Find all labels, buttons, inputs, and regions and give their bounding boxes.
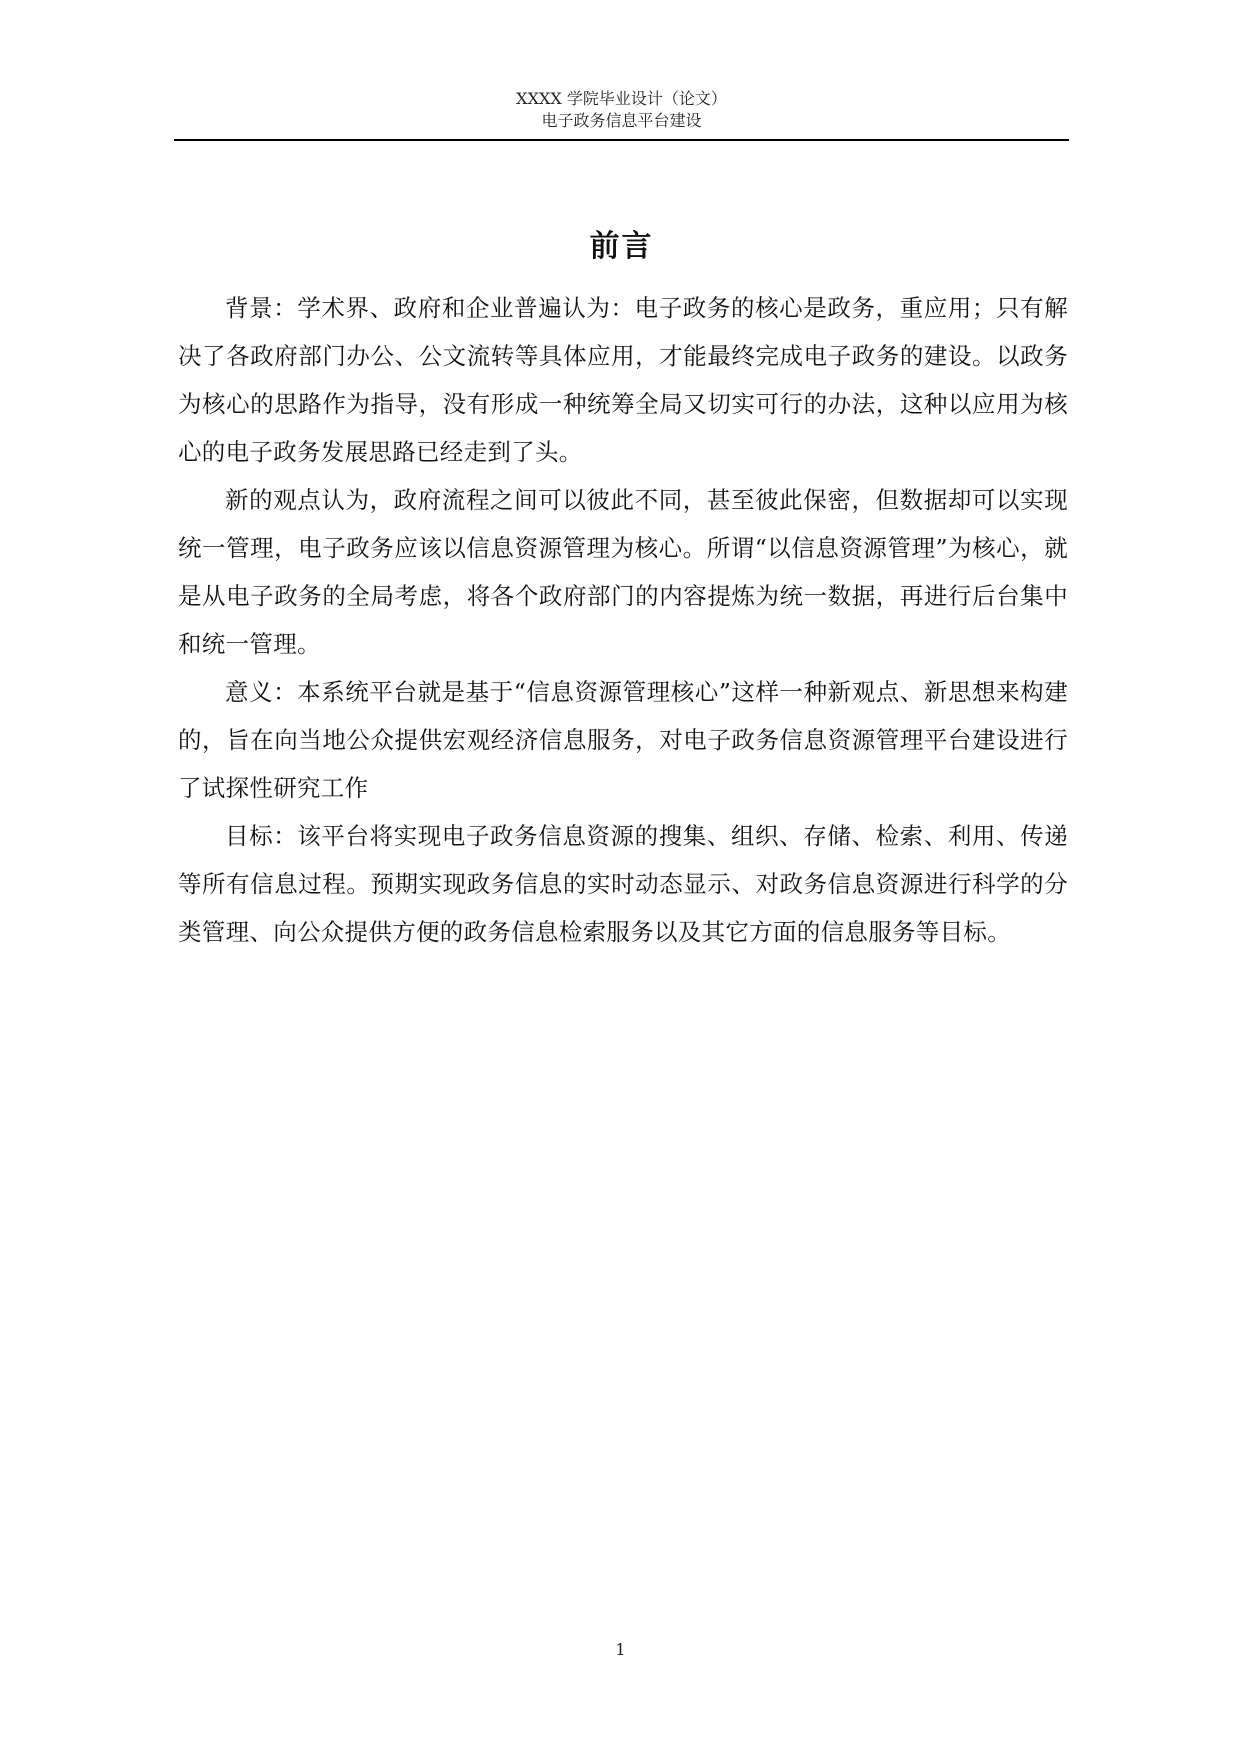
running-header <box>174 88 1069 132</box>
paragraph-background: 背景：学术界、政府和企业普遍认为：电子政务的核心是政务，重应用；只有解决了各政府部门办公、公文流转等具体应用，才能最终完成电子政务的建设。以政务为核心的思路作为指导，没有形成一种统筹全局又切实可行的办法，这种以应用为核心的电子政务发展思路已经走到了头。 <box>178 294 1068 466</box>
header-thesis-title-line: 电子政务信息平台建设 <box>541 111 702 130</box>
body-text <box>178 284 1068 956</box>
paragraph-new-viewpoint: 新的观点认为，政府流程之间可以彼此不同，甚至彼此保密，但数据却可以实现统一管理，电子政务应该以信息资源管理为核心。所谓“以信息资源管理”为核心，就是从电子政务的全局考虑，将各个政府部门的内容提炼为统一数据，再进行后台集中和统一管理。 <box>178 486 1068 658</box>
paragraph-goals: 目标：该平台将实现电子政务信息资源的搜集、组织、存储、检索、利用、传递等所有信息过程。预期实现政务信息的实时动态显示、对政务信息资源进行科学的分类管理、向公众提供方便的政务信息检索服务以及其它方面的信息服务等目标。 <box>178 822 1068 946</box>
paragraph-significance: 意义：本系统平台就是基于“信息资源管理核心”这样一种新观点、新思想来构建的，旨在向当地公众提供宏观经济信息服务，对电子政务信息资源管理平台建设进行了试探性研究工作 <box>178 678 1068 802</box>
section-title: 前言 <box>589 229 654 264</box>
page-number: 1 <box>615 1640 626 1659</box>
header-divider <box>174 139 1069 141</box>
header-institution-line: XXXX 学院毕业设计（论文） <box>516 89 727 108</box>
